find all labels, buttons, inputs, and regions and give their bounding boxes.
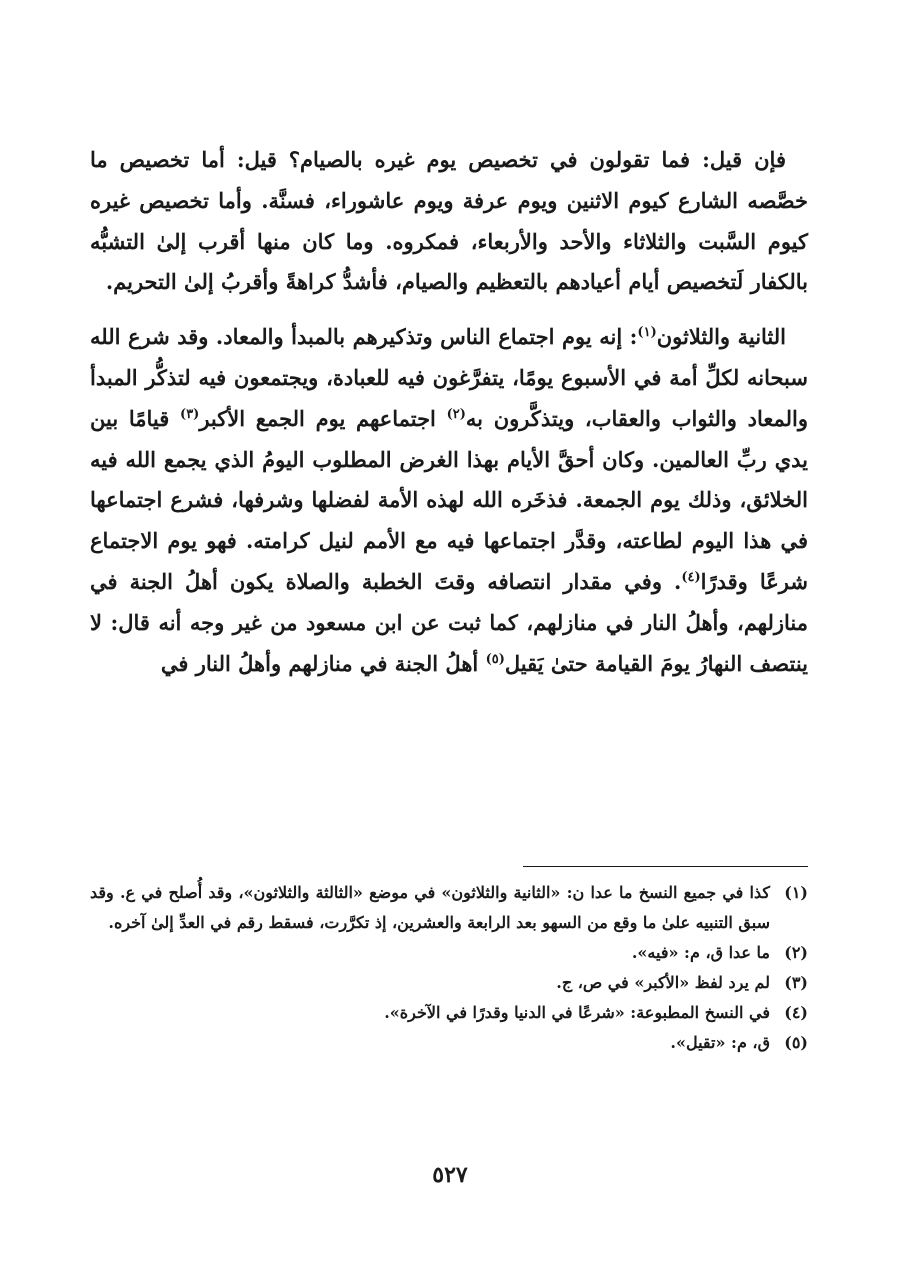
paragraph-2-segment-2: اجتماعهم يوم الجمع الأكبر (199, 405, 447, 431)
footnote-ref-3[interactable]: (٣) (180, 406, 200, 422)
footnotes-list (90, 878, 808, 1058)
paragraph-1: فإن قيل: فما تقولون في تخصيص يوم غيره بالصيام؟ قيل: أما تخصيص ما خصَّصه الشارع كيوم الاثنين ويوم عرفة ويوم عاشوراء، فسنَّة. وأما تخصيص غيره كيوم السَّبت والثلاثاء والأحد والأربعاء، فمكروه. وما كان منها أقرب إلىٰ التشبُّه بالكفار لَتخصيص أيام أعيادهم بالتعظيم والصيام، فأشدُّ كراهةً وأقربُ إلىٰ التحريم. (90, 147, 808, 295)
footnote-item (90, 878, 808, 938)
footnote-text: ق، م: «تقيل». (670, 1033, 770, 1052)
footnote-number: (٣) (784, 973, 808, 992)
main-text (90, 140, 808, 684)
paragraph-2-segment-1: : إنه يوم اجتماع الناس وتذكيرهم بالمبدأ والمعاد. وقد شرع الله سبحانه لكلِّ أمة في الأسبوع يومًا، يتفرَّغون فيه للعبادة، ويجتمعون فيه لتذكُّر المبدأ والمعاد والثواب والعقاب، ويتذكَّرون به (90, 324, 808, 431)
footnote-separator (523, 866, 808, 867)
footnote-item (90, 1028, 808, 1058)
footnote-number: (٥) (784, 1033, 808, 1052)
footnote-ref-5[interactable]: (٥) (485, 651, 505, 667)
footnote-text: ما عدا ق، م: «فيه». (631, 943, 770, 962)
footnote-text: كذا في جميع النسخ ما عدا ن: «الثانية والثلاثون» في موضع «الثالثة والثلاثون»، وقد أُصلح في ع. وقد سبق التنبيه علىٰ ما وقع من السهو بعد الرابعة والعشرين، إذ تكرَّرت، فسقط رقم في العدِّ إلىٰ آخره. (90, 883, 770, 932)
paragraph-2-segment-5: أهلُ الجنة في منازلهم وأهلُ النار في (160, 650, 486, 676)
footnote-ref-4[interactable]: (٤) (681, 569, 701, 585)
footnote-item (90, 938, 808, 968)
footnote-text: لم يرد لفظ «الأكبر» في ص، ج. (556, 973, 770, 992)
footnote-ref-2[interactable]: (٢) (446, 406, 466, 422)
paragraph-2-segment-3: قيامًا بين يدي ربِّ العالمين. وكان أحقَّ الأيام بهذا الغرض المطلوب اليومُ الذي يجمع الله فيه الخلائق، وذلك يوم الجمعة. فذخَره الله لهذه الأمة لفضلها وشرفها، فشرع اجتماعها في هذا اليوم لطاعته، وقدَّر اجتماعها فيه مع الأمم لنيل كرامته. فهو يوم الاجتماع شرعًا وقدرًا (90, 405, 808, 594)
section-heading: الثانية والثلاثون (656, 324, 787, 350)
footnote-item (90, 998, 808, 1028)
footnote-text: في النسخ المطبوعة: «شرعًا في الدنيا وقدرًا في الآخرة». (384, 1003, 770, 1022)
footnote-number: (٢) (784, 943, 808, 962)
footnote-number: (٤) (784, 1003, 808, 1022)
footnote-ref-1[interactable]: (١) (637, 325, 657, 341)
paragraph-2-segment-4: . وفي مقدار انتصافه وقتَ الخطبة والصلاة يكون أهلُ الجنة في منازلهم، وأهلُ النار في منازلهم، كما ثبت عن ابن مسعود من غير وجه أنه قال: لا ينتصف النهارُ يومَ القيامة حتىٰ يَقيل (90, 568, 808, 676)
footnote-item (90, 968, 808, 998)
paragraph-2 (90, 317, 808, 684)
page-number: ٥٢٧ (432, 1162, 468, 1188)
footnote-number: (١) (784, 883, 808, 902)
